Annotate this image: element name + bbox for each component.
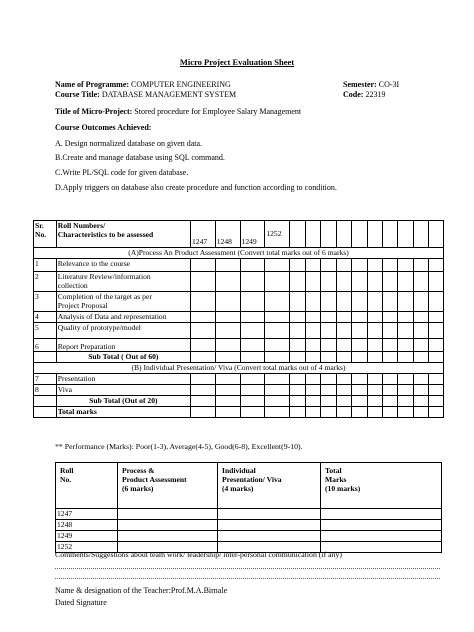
section-a-heading: (A)Process An Product Assessment (Convert total marks out of 6 marks) [34,248,444,259]
outcome-d: D.Apply triggers on database also create procedure and function according to condition. [55,183,337,192]
characteristics-header-line2: Characteristics to be assessed [57,230,154,239]
empty-cell [240,385,265,396]
empty-cell [215,407,240,418]
empty-cell [429,312,444,323]
sr-cell: 6 [34,339,57,352]
empty-cell [118,509,218,520]
criterion-cell [56,292,190,312]
empty-cell [215,272,240,292]
empty-cell [215,385,240,396]
performance-note: ** Performance (Marks): Poor(1-3), Average(4-5), Good(6-8), Excellent(9-10). [55,442,303,451]
empty-cell [383,323,398,339]
empty-cell [305,385,320,396]
empty-cell [352,312,367,323]
empty-cell [367,339,382,352]
course-value: DATABASE MANAGEMENT SYSTEM [101,90,237,99]
programme-value: COMPUTER ENGINEERING [131,80,231,89]
total-marks-label: Total marks [56,407,190,418]
characteristics-header-line1: Roll Numbers/ [57,221,106,230]
empty-cell [321,259,336,272]
empty-cell [352,352,367,363]
criterion-cell: Quality of prototype/model [56,323,190,339]
empty-cell [190,272,215,292]
empty-cell [429,259,444,272]
empty-cell [413,374,428,385]
empty-cell [383,374,398,385]
empty-cell [265,352,290,363]
criterion-line1: Completion of the target as per [57,292,152,301]
empty-cell [290,339,305,352]
subtotal-b-row [34,396,444,407]
criterion-cell: Viva [56,385,190,396]
empty-cell [383,259,398,272]
table-row [56,520,442,531]
sr-cell: 7 [34,374,57,385]
programme-label: Name of Programme: [55,80,130,89]
sr-header [34,221,57,248]
empty-cell [218,531,321,542]
empty-cell [367,259,382,272]
summary-table [55,462,442,553]
empty-cell [321,396,336,407]
empty-cell [321,385,336,396]
empty-cell [352,396,367,407]
empty-cell [190,396,215,407]
empty-cell [352,292,367,312]
empty-cell [367,221,382,248]
empty-cell [429,272,444,292]
criterion-cell: Presentation [56,374,190,385]
subtotal-a-row [34,352,444,363]
empty-cell [398,323,413,339]
outcome-b: B.Create and manage database using SQL command. [55,153,225,162]
empty-cell [265,323,290,339]
empty-cell [118,520,218,531]
empty-cell [290,292,305,312]
micro-project-label: Title of Micro-Project: [55,107,133,116]
table-row [56,509,442,520]
subtotal-a-label: Sub Total ( Out of 60) [56,352,190,363]
empty-cell [305,221,320,248]
empty-cell [290,272,305,292]
empty-cell [215,352,240,363]
roll-cell: 1252 [56,542,118,553]
empty-cell [336,407,351,418]
empty-cell [34,352,57,363]
empty-cell [240,292,265,312]
comment-line [55,578,440,579]
table-row [34,339,444,352]
evaluation-table [33,220,444,418]
empty-cell [336,272,351,292]
empty-cell [413,259,428,272]
empty-cell [321,509,442,520]
empty-cell [383,272,398,292]
table-row [34,323,444,339]
header-line: Total [325,466,342,475]
empty-cell [383,396,398,407]
empty-cell [367,396,382,407]
empty-cell [290,323,305,339]
empty-cell [429,339,444,352]
empty-cell [290,259,305,272]
criterion-cell: Analysis of Data and representation [56,312,190,323]
empty-cell [413,272,428,292]
empty-cell [367,272,382,292]
empty-cell [398,339,413,352]
empty-cell [413,312,428,323]
empty-cell [336,352,351,363]
summary-header-roll [56,463,118,509]
micro-project-line [55,107,301,117]
empty-cell [321,312,336,323]
empty-cell [215,312,240,323]
empty-cell [321,374,336,385]
empty-cell [383,339,398,352]
empty-cell [367,292,382,312]
empty-cell [413,339,428,352]
roll-cell: 1248 [56,520,118,531]
empty-cell [321,352,336,363]
empty-cell [336,374,351,385]
empty-cell [305,312,320,323]
empty-cell [265,407,290,418]
course-label: Course Title: [55,90,100,99]
comment-line [55,568,440,569]
empty-cell [190,312,215,323]
header-line: Product Assessment [122,475,187,484]
empty-cell [398,259,413,272]
empty-cell [321,221,336,248]
course-line [55,90,236,100]
summary-header-total [321,463,442,509]
criterion-line1: Literature Review/information [57,272,151,281]
empty-cell [367,323,382,339]
roll-cell: 1247 [56,509,118,520]
empty-cell [336,292,351,312]
empty-cell [383,312,398,323]
sr-cell: 4 [34,312,57,323]
empty-cell [429,385,444,396]
empty-cell [190,259,215,272]
empty-cell [240,396,265,407]
empty-cell [429,352,444,363]
sr-header-line2: No. [35,230,47,239]
empty-cell [429,221,444,248]
empty-cell [305,292,320,312]
empty-cell [218,509,321,520]
empty-cell [215,374,240,385]
empty-cell [352,323,367,339]
criterion-line2: Project Proposal [57,301,108,310]
empty-cell [240,352,265,363]
empty-cell [352,339,367,352]
empty-cell [190,352,215,363]
code-line [343,90,385,100]
micro-project-value: Stored procedure for Employee Salary Management [134,107,302,116]
header-line: Process & [122,466,155,475]
empty-cell [352,407,367,418]
empty-cell [321,339,336,352]
empty-cell [429,323,444,339]
empty-cell [367,385,382,396]
outcomes-heading: Course Outcomes Achieved: [55,123,152,132]
empty-cell [398,374,413,385]
empty-cell [190,374,215,385]
empty-cell [383,407,398,418]
empty-cell [240,407,265,418]
empty-cell [321,292,336,312]
table-row [34,374,444,385]
empty-cell [265,312,290,323]
empty-cell [429,374,444,385]
empty-cell [336,385,351,396]
empty-cell [398,312,413,323]
empty-cell [367,312,382,323]
empty-cell [352,221,367,248]
criterion-cell: Report Preparation [56,339,190,352]
summary-header-row [56,463,442,509]
empty-cell [305,339,320,352]
header-line: (6 marks) [122,484,154,493]
sr-cell: 5 [34,323,57,339]
empty-cell [321,407,336,418]
empty-cell [190,385,215,396]
empty-cell [290,396,305,407]
comments-label: Comments/Suggestions about team work/ leadership/ inter-personal communication (if any) [55,550,342,559]
roll-header-1249: 1249 [240,221,265,248]
empty-cell [413,396,428,407]
empty-cell [305,272,320,292]
sr-header-line1: Sr. [35,221,44,230]
empty-cell [336,312,351,323]
characteristics-header [56,221,190,248]
outcome-c: C.Write PL/SQL code for given database. [55,168,189,177]
header-line: Marks [325,475,347,484]
empty-cell [34,407,57,418]
table-row [34,259,444,272]
section-a-row [34,248,444,259]
semester-value: CO-3I [378,80,400,89]
sr-cell: 3 [34,292,57,312]
empty-cell [398,396,413,407]
empty-cell [413,407,428,418]
empty-cell [215,323,240,339]
empty-cell [265,396,290,407]
empty-cell [118,531,218,542]
empty-cell [265,339,290,352]
header-line: (4 marks) [222,484,254,493]
empty-cell [413,221,428,248]
semester-line [343,80,399,90]
semester-label: Semester: [343,80,377,89]
empty-cell [321,272,336,292]
sr-cell: 1 [34,259,57,272]
empty-cell [240,312,265,323]
empty-cell [321,323,336,339]
empty-cell [336,323,351,339]
empty-cell [305,407,320,418]
empty-cell [429,396,444,407]
criterion-cell: Relevance to the course [56,259,190,272]
empty-cell [190,339,215,352]
empty-cell [190,292,215,312]
empty-cell [215,292,240,312]
empty-cell [265,374,290,385]
empty-cell [383,352,398,363]
empty-cell [398,407,413,418]
criterion-line2: collection [57,281,88,290]
code-value: 22319 [365,90,386,99]
empty-cell [321,531,442,542]
empty-cell [336,396,351,407]
teacher-line: Name & designation of the Teacher:Prof.M.A.Birnale [55,586,228,595]
empty-cell [398,272,413,292]
sr-cell: 8 [34,385,57,396]
section-b-heading: (B) Individual Presentation/ Viva (Convert total marks out of 4 marks) [34,363,444,374]
empty-cell [383,221,398,248]
empty-cell [413,385,428,396]
empty-cell [429,407,444,418]
table-row [34,292,444,312]
empty-cell [305,396,320,407]
empty-cell [290,352,305,363]
empty-cell [190,323,215,339]
empty-cell [218,520,321,531]
empty-cell [367,352,382,363]
criterion-cell [56,272,190,292]
dated-signature: Dated Signature [55,598,107,607]
empty-cell [383,385,398,396]
sheet-title: Micro Project Evaluation Sheet [179,57,295,67]
summary-header-process [118,463,218,509]
section-b-row [34,363,444,374]
table-row [34,312,444,323]
empty-cell [413,323,428,339]
empty-cell [240,259,265,272]
empty-cell [240,323,265,339]
header-line: Presentation/ Viva [222,475,282,484]
empty-cell [265,259,290,272]
empty-cell [265,385,290,396]
empty-cell [290,407,305,418]
programme-line [55,80,231,90]
header-line: No. [60,475,72,484]
empty-cell [367,407,382,418]
empty-cell [240,272,265,292]
table-row [34,272,444,292]
empty-cell [290,312,305,323]
empty-cell [413,292,428,312]
empty-cell [352,259,367,272]
empty-cell [305,374,320,385]
eval-header-row [34,221,444,248]
empty-cell [352,374,367,385]
empty-cell [413,352,428,363]
empty-cell [383,292,398,312]
empty-cell [290,221,305,248]
empty-cell [215,339,240,352]
empty-cell [305,259,320,272]
empty-cell [336,259,351,272]
subtotal-b-label: Sub Total (Out of 20) [56,396,190,407]
empty-cell [34,396,57,407]
empty-cell [215,396,240,407]
empty-cell [305,323,320,339]
empty-cell [398,352,413,363]
empty-cell [240,374,265,385]
header-line: (10 marks) [325,484,361,493]
empty-cell [290,374,305,385]
empty-cell [215,259,240,272]
sr-cell: 2 [34,272,57,292]
empty-cell [429,292,444,312]
empty-cell [321,520,442,531]
empty-cell [265,272,290,292]
empty-cell [398,292,413,312]
outcome-a: A. Design normalized database on given data. [55,139,203,148]
empty-cell [305,352,320,363]
total-marks-row [34,407,444,418]
header-line: Individual [222,466,256,475]
empty-cell [265,292,290,312]
header-line: Roll [60,466,74,475]
summary-header-presentation [218,463,321,509]
roll-cell: 1249 [56,531,118,542]
roll-header-1252: 1252 [265,221,290,248]
code-label: Code: [343,90,364,99]
empty-cell [290,385,305,396]
table-row [56,531,442,542]
table-row [34,385,444,396]
empty-cell [367,374,382,385]
roll-header-1248: 1248 [215,221,240,248]
empty-cell [190,407,215,418]
empty-cell [336,221,351,248]
empty-cell [336,339,351,352]
empty-cell [398,385,413,396]
empty-cell [352,385,367,396]
empty-cell [398,221,413,248]
empty-cell [352,272,367,292]
roll-header-1247: 1247 [190,221,215,248]
empty-cell [240,339,265,352]
